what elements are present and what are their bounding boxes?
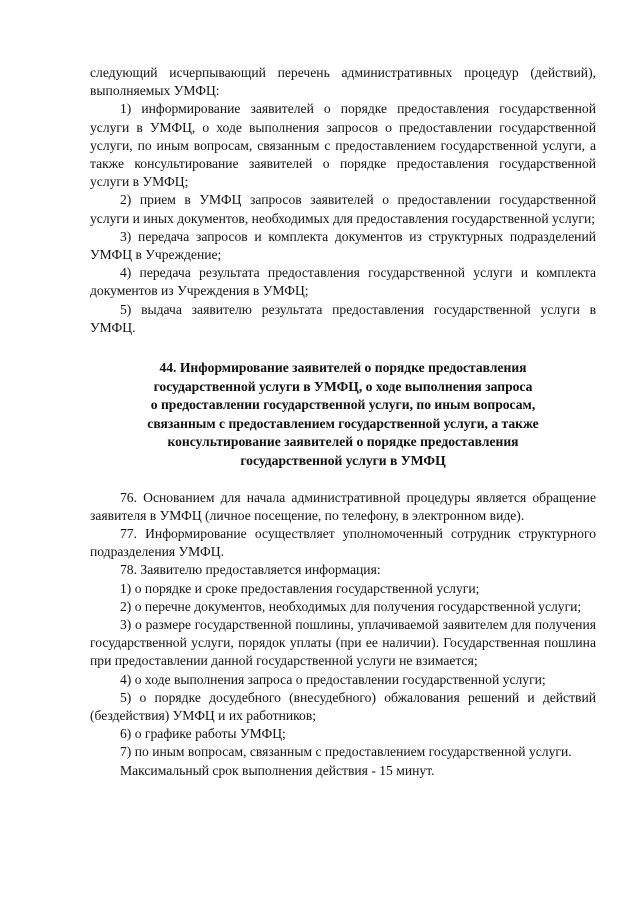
section-heading-line: государственной услуги в УМФЦ, о ходе выполнения запроса [153, 378, 533, 394]
paragraph-78: 78. Заявителю предоставляется информация: [120, 562, 381, 578]
intro-item-5: 5) выдача заявителю результата предоставления государственной услуги в УМФЦ. [90, 301, 596, 335]
intro-item-4: 4) передача результата предоставления государственной услуги и комплекта документов из Учреждения в УМФЦ; [90, 265, 596, 299]
info-item-6: 6) о графике работы УМФЦ; [120, 726, 286, 742]
info-item-5: 5) о порядке досудебного (внесудебного) обжалования решений и действий (бездействия) УМФЦ и их работников; [90, 689, 596, 724]
max-time-note: Максимальный срок выполнения действия - 15 минут. [120, 762, 435, 778]
info-item-4: 4) о ходе выполнения запроса о предоставлении государственной услуги; [120, 671, 546, 687]
intro-item-1: 1) информирование заявителей о порядке предоставления государственной услуги в УМФЦ, о ходе выполнения запросов о предоставлении государственной услуги, по иным вопросам, связанным с предоставлением государственной услуги, а также консультирование заявителей о порядке предоставления государственной услуги в УМФЦ; [90, 101, 596, 190]
section-heading-line: консультирование заявителей о порядке предоставления [167, 434, 519, 450]
info-item-7: 7) по иным вопросам, связанным с предоставлением государственной услуги. [120, 744, 572, 760]
section-heading-line: связанным с предоставлением государственной услуги, а также [147, 415, 539, 431]
intro-item-2: 2) прием в УМФЦ запросов заявителей о предоставлении государственной услуги и иных документов, необходимых для предоставления государственной услуги; [90, 192, 596, 226]
info-item-1: 1) о порядке и сроке предоставления государственной услуги; [120, 580, 480, 596]
section-heading [90, 359, 596, 471]
info-item-2: 2) о перечне документов, необходимых для получения государственной услуги; [120, 598, 582, 614]
paragraph-77: 77. Информирование осуществляет уполномоченный сотрудник структурного подразделения УМФЦ. [90, 526, 596, 560]
paragraph-76: 76. Основанием для начала административной процедуры является обращение заявителя в УМФЦ (личное посещение, по телефону, в электронном виде). [90, 489, 596, 523]
document-page [90, 64, 596, 780]
intro-lead: следующий исчерпывающий перечень административных процедур (действий), выполняемых УМФЦ: [90, 65, 596, 99]
section-heading-line: о предоставлении государственной услуги, по иным вопросам, [150, 397, 536, 413]
info-item-3: 3) о размере государственной пошлины, уплачиваемой заявителем для получения государственной услуги, порядок уплаты (при ее наличии). Государственная пошлина при предоставлении данной государственной услуги не взимается; [90, 617, 596, 669]
intro-item-3: 3) передача запросов и комплекта документов из структурных подразделений УМФЦ в Учреждение; [90, 228, 596, 263]
section-heading-line: 44. Информирование заявителей о порядке предоставления [159, 360, 527, 376]
section-heading-line: государственной услуги в УМФЦ [240, 453, 446, 469]
